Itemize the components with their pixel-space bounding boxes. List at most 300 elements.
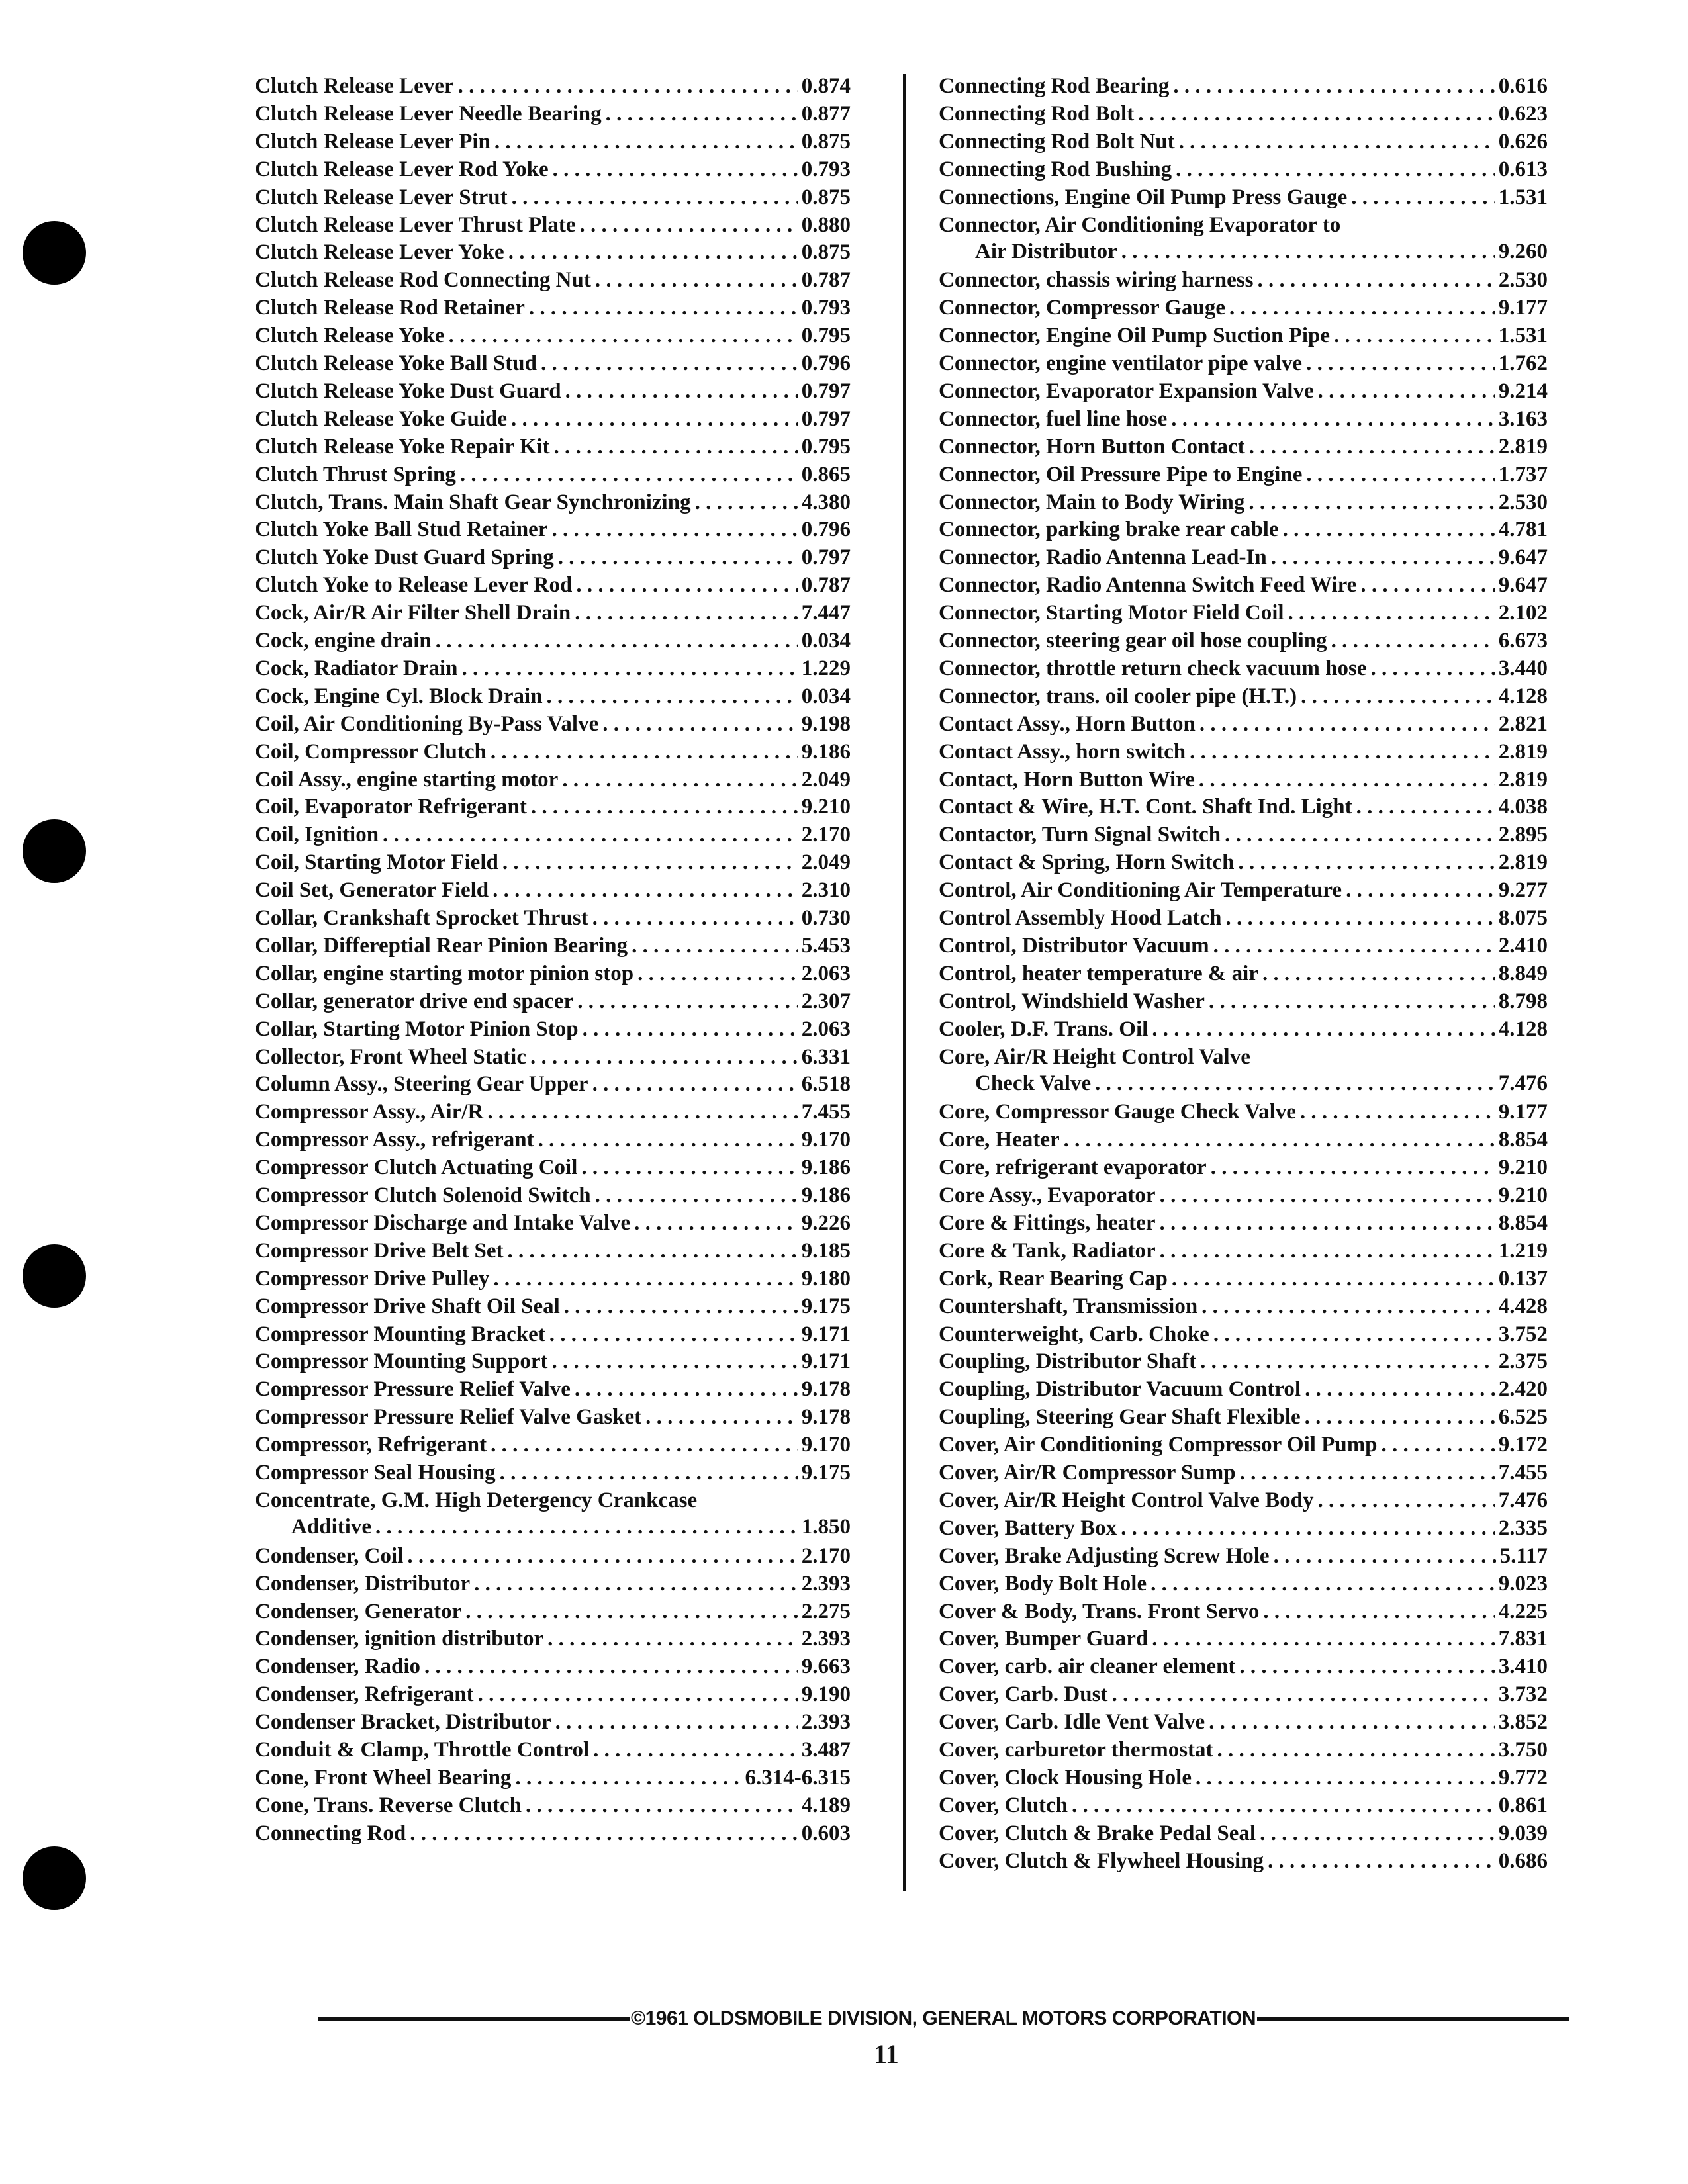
entry-name: Condenser, Refrigerant — [255, 1682, 474, 1707]
index-entry — [939, 1459, 1548, 1486]
entry-name: Condenser Bracket, Distributor — [255, 1710, 551, 1735]
binder-hole-2 — [23, 819, 86, 883]
entry-row — [939, 101, 1548, 127]
entry-name: Cover, Clutch — [939, 1793, 1068, 1817]
index-entry — [939, 1293, 1548, 1320]
entry-name: Core Assy., Evaporator — [939, 1183, 1156, 1207]
entry-reference-number: 2.375 — [1498, 1349, 1548, 1374]
entry-row — [255, 1044, 851, 1070]
entry-row — [939, 1681, 1548, 1707]
dot-leader — [515, 1764, 741, 1791]
entry-name: Core, Compressor Gauge Check Valve — [939, 1100, 1296, 1124]
entry-reference-number: 6.314-6.315 — [745, 1765, 851, 1790]
entry-row — [255, 1154, 851, 1181]
index-entry — [255, 1404, 851, 1430]
entry-name: Condenser, Generator — [255, 1599, 462, 1623]
entry-name: Connector, parking brake rear cable — [939, 518, 1279, 542]
dot-leader — [491, 1432, 798, 1458]
entry-name: Connector, fuel line hose — [939, 406, 1168, 431]
index-entry — [939, 655, 1548, 682]
entry-row — [255, 1514, 851, 1540]
index-entry — [939, 1543, 1548, 1569]
entry-row — [939, 1737, 1548, 1763]
entry-reference-number: 3.440 — [1498, 656, 1548, 680]
index-entry — [939, 489, 1548, 516]
index-entry — [939, 1376, 1548, 1402]
entry-name: Clutch Release Rod Connecting Nut — [255, 268, 591, 293]
entry-name: Control, Distributor Vacuum — [939, 933, 1209, 958]
dot-leader — [541, 350, 798, 377]
entry-row — [939, 1376, 1548, 1402]
entry-name: Coil, Compressor Clutch — [255, 739, 487, 764]
dot-leader — [1334, 322, 1495, 349]
dot-leader — [1382, 1432, 1495, 1458]
entry-name: Condenser, Distributor — [255, 1571, 471, 1596]
dot-leader — [581, 1154, 797, 1181]
index-entry — [255, 933, 851, 959]
entry-reference-number: 9.177 — [1498, 1100, 1548, 1124]
dot-leader — [637, 960, 798, 987]
entry-reference-number: 2.530 — [1498, 490, 1548, 514]
dot-leader — [564, 1293, 798, 1320]
entry-reference-number: 0.623 — [1498, 101, 1548, 126]
entry-name: Connector, Compressor Gauge — [939, 296, 1225, 320]
entry-reference-number: 9.647 — [1498, 545, 1548, 570]
index-entry — [255, 683, 851, 709]
entry-name: Concentrate, G.M. High Detergency Crankcase — [255, 1488, 698, 1512]
index-entry — [939, 1737, 1548, 1763]
entry-row — [255, 1376, 851, 1402]
entry-name: Clutch Thrust Spring — [255, 462, 456, 486]
entry-name: Collar, Crankshaft Sprocket Thrust — [255, 906, 588, 930]
entry-reference-number: 0.613 — [1498, 157, 1548, 181]
entry-name: Clutch Yoke Ball Stud Retainer — [255, 518, 548, 542]
entry-row — [255, 1016, 851, 1042]
index-entry — [255, 1737, 851, 1763]
index-entry — [939, 794, 1548, 820]
index-entry — [255, 239, 851, 265]
index-entry — [255, 905, 851, 931]
index-entry — [939, 960, 1548, 987]
entry-name: Cover, Carb. Dust — [939, 1682, 1108, 1707]
entry-row — [255, 683, 851, 709]
entry-row — [255, 1543, 851, 1569]
entry-name: Collector, Front Wheel Static — [255, 1044, 526, 1069]
entry-name: Clutch Release Lever Needle Bearing — [255, 101, 602, 126]
entry-reference-number: 8.798 — [1498, 989, 1548, 1013]
entry-reference-number: 9.170 — [801, 1433, 851, 1457]
dot-leader — [1217, 1737, 1495, 1763]
index-entry — [939, 849, 1548, 876]
dot-leader — [1225, 821, 1495, 848]
index-entry — [255, 794, 851, 820]
entry-reference-number: 2.410 — [1498, 933, 1548, 958]
entry-name: Coil, Evaporator Refrigerant — [255, 795, 527, 819]
index-entry — [255, 1570, 851, 1597]
entry-row — [939, 544, 1548, 570]
index-entry — [255, 849, 851, 876]
entry-reference-number: 0.034 — [801, 629, 851, 653]
entry-reference-number: 0.793 — [801, 296, 851, 320]
entry-reference-number: 0.797 — [801, 379, 851, 403]
entry-name: Coupling, Distributor Vacuum Control — [939, 1377, 1301, 1402]
entry-name: Clutch Yoke Dust Guard Spring — [255, 545, 554, 570]
entry-reference-number: 4.128 — [1498, 1017, 1548, 1041]
index-entry — [939, 1515, 1548, 1541]
entry-row — [939, 1099, 1548, 1125]
entry-name: Connecting Rod Bolt — [939, 101, 1135, 126]
index-entry — [255, 101, 851, 127]
entry-name: Clutch Release Yoke — [255, 324, 445, 348]
entry-row — [939, 1848, 1548, 1874]
entry-reference-number: 2.819 — [1498, 739, 1548, 764]
index-entry — [255, 1293, 851, 1320]
entry-reference-number: 9.186 — [801, 1183, 851, 1207]
entry-row — [939, 1653, 1548, 1680]
dot-leader — [1239, 1653, 1494, 1680]
index-entry — [939, 739, 1548, 765]
copyright-text: ©1961 OLDSMOBILE DIVISION, GENERAL MOTORS CORPORATION — [630, 2007, 1256, 2029]
index-entry — [939, 877, 1548, 903]
dot-leader — [487, 1099, 797, 1125]
index-entry — [255, 461, 851, 488]
dot-leader — [1248, 489, 1494, 516]
entry-name: Clutch Release Lever Strut — [255, 185, 508, 209]
entry-row — [939, 988, 1548, 1015]
entry-row — [255, 267, 851, 293]
dot-leader — [436, 627, 798, 654]
entry-name: Cooler, D.F. Trans. Oil — [939, 1017, 1149, 1041]
entry-name-continuation: Additive — [291, 1514, 372, 1539]
dot-leader — [511, 406, 798, 432]
entry-reference-number: 0.034 — [801, 684, 851, 708]
dot-leader — [583, 1016, 798, 1042]
entry-reference-number: 7.476 — [1498, 1488, 1548, 1512]
entry-name: Compressor Mounting Bracket — [255, 1322, 545, 1346]
index-entry — [255, 1348, 851, 1375]
entry-name: Clutch, Trans. Main Shaft Gear Synchronizing — [255, 490, 691, 514]
footer-rule-right — [1257, 2017, 1569, 2021]
entry-name: Collar, engine starting motor pinion stop — [255, 961, 634, 985]
dot-leader — [1121, 238, 1495, 265]
entry-row — [939, 267, 1548, 293]
index-entry — [939, 1432, 1548, 1458]
entry-reference-number: 9.190 — [801, 1682, 851, 1707]
index-entry — [939, 1321, 1548, 1347]
dot-leader — [634, 1210, 798, 1236]
entry-row — [255, 1071, 851, 1097]
entry-name: Connector, Air Conditioning Evaporator to — [939, 212, 1341, 237]
index-entry — [255, 821, 851, 848]
entry-reference-number: 4.038 — [1498, 795, 1548, 819]
entry-name: Cock, Radiator Drain — [255, 656, 458, 680]
entry-reference-number: 7.447 — [801, 601, 851, 625]
entry-reference-number: 9.175 — [801, 1461, 851, 1484]
index-entry — [255, 1459, 851, 1486]
binder-hole-4 — [23, 1846, 86, 1910]
footer — [318, 1999, 1569, 2038]
entry-row — [939, 849, 1548, 876]
entry-row — [939, 1154, 1548, 1181]
entry-row — [255, 1709, 851, 1735]
entry-row — [255, 627, 851, 654]
dot-leader — [478, 1681, 798, 1707]
dot-leader — [461, 655, 797, 682]
index-entry — [255, 73, 851, 99]
entry-row — [939, 1487, 1548, 1514]
entry-row — [939, 378, 1548, 404]
dot-leader — [491, 739, 798, 765]
entry-reference-number: 6.331 — [801, 1044, 851, 1069]
entry-name: Compressor Pressure Relief Valve — [255, 1377, 571, 1402]
entry-row — [255, 1598, 851, 1625]
entry-name: Compressor Clutch Actuating Coil — [255, 1156, 578, 1180]
entry-reference-number: 2.821 — [1498, 711, 1548, 736]
entry-row — [939, 1709, 1548, 1735]
entry-row — [255, 1792, 851, 1819]
entry-row — [939, 794, 1548, 820]
entry-name: Clutch Release Lever Rod Yoke — [255, 157, 549, 181]
dot-leader — [606, 101, 798, 127]
index-entry — [939, 184, 1548, 210]
entry-row — [255, 322, 851, 349]
index-entry — [939, 1238, 1548, 1264]
entry-name: Core, Heater — [939, 1128, 1060, 1152]
entry-name: Coil, Ignition — [255, 823, 379, 847]
index-entry — [255, 1099, 851, 1125]
dot-leader — [1095, 1070, 1495, 1097]
index-entry — [939, 683, 1548, 709]
entry-row — [939, 1016, 1548, 1042]
dot-leader — [529, 295, 798, 321]
dot-leader — [1371, 655, 1495, 682]
entry-reference-number: 5.453 — [801, 933, 851, 958]
index-entry — [939, 1764, 1548, 1791]
dot-leader — [500, 1459, 798, 1486]
dot-leader — [645, 1404, 798, 1430]
entry-row — [939, 655, 1548, 682]
entry-name: Compressor Clutch Solenoid Switch — [255, 1183, 591, 1207]
entry-reference-number: 3.163 — [1498, 406, 1548, 431]
index-entry — [939, 711, 1548, 737]
index-entry — [939, 350, 1548, 377]
dot-leader — [552, 1348, 798, 1375]
entry-name: Connector, throttle return check vacuum hose — [939, 656, 1367, 680]
entry-name: Cock, Engine Cyl. Block Drain — [255, 684, 543, 708]
binder-hole-3 — [23, 1244, 86, 1308]
entry-row — [939, 1764, 1548, 1791]
entry-reference-number: 2.335 — [1498, 1516, 1548, 1540]
index-entry — [255, 960, 851, 987]
index-entry — [939, 1625, 1548, 1652]
dot-leader — [1271, 544, 1495, 570]
entry-row — [939, 322, 1548, 349]
entry-reference-number: 9.260 — [1498, 239, 1548, 263]
index-entry — [255, 1376, 851, 1402]
dot-leader — [1160, 1238, 1495, 1264]
entry-name: Cover, Bumper Guard — [939, 1627, 1149, 1651]
entry-name: Compressor Drive Pulley — [255, 1266, 490, 1291]
entry-name: Compressor Discharge and Intake Valve — [255, 1210, 631, 1235]
dot-leader — [1238, 849, 1494, 876]
entry-reference-number: 9.171 — [801, 1322, 851, 1346]
dot-leader — [592, 905, 798, 931]
dot-leader — [575, 600, 797, 626]
index-entry — [255, 1653, 851, 1680]
index-entry — [255, 1182, 851, 1208]
index-entry — [939, 406, 1548, 432]
index-entry — [939, 1792, 1548, 1819]
entry-reference-number: 7.476 — [1498, 1071, 1548, 1095]
index-entry — [939, 73, 1548, 99]
index-entry — [255, 322, 851, 349]
entry-reference-number: 9.171 — [801, 1349, 851, 1374]
dot-leader — [530, 1044, 798, 1070]
index-entry — [255, 1210, 851, 1236]
entry-reference-number: 1.737 — [1498, 462, 1548, 486]
entry-row — [255, 1653, 851, 1680]
dot-leader — [424, 1653, 798, 1680]
entry-reference-number: 0.875 — [801, 240, 851, 265]
dot-leader — [602, 711, 797, 737]
entry-row — [939, 739, 1548, 765]
entry-reference-number: 8.854 — [1498, 1210, 1548, 1235]
entry-row — [939, 1625, 1548, 1652]
entry-name: Cover, Air Conditioning Compressor Oil Pump — [939, 1433, 1378, 1457]
index-entry — [255, 1016, 851, 1042]
entry-name: Connector, steering gear oil hose coupling — [939, 629, 1327, 653]
index-entry — [939, 1099, 1548, 1125]
index-entry — [939, 627, 1548, 654]
entry-reference-number: 2.063 — [801, 961, 851, 985]
entry-row — [255, 1432, 851, 1458]
entry-reference-number: 0.861 — [1498, 1793, 1548, 1817]
entry-row — [939, 1293, 1548, 1320]
index-entry — [255, 600, 851, 626]
entry-row — [939, 350, 1548, 377]
entry-name: Compressor Assy., Air/R — [255, 1100, 484, 1124]
entry-name: Compressor Assy., refrigerant — [255, 1128, 534, 1152]
entry-row — [255, 1820, 851, 1846]
dot-leader — [1179, 128, 1495, 155]
entry-reference-number: 9.663 — [801, 1655, 851, 1679]
entry-row — [939, 1404, 1548, 1430]
entry-reference-number: 0.875 — [801, 129, 851, 154]
entry-name: Connector, Radio Antenna Lead-In — [939, 545, 1267, 570]
entry-reference-number: 9.178 — [801, 1405, 851, 1430]
entry-name: Condenser, Radio — [255, 1655, 420, 1679]
entry-reference-number: 0.730 — [801, 906, 851, 930]
entry-row — [255, 350, 851, 377]
entry-name: Core, refrigerant evaporator — [939, 1156, 1207, 1180]
dot-leader — [1199, 711, 1495, 737]
dot-leader — [1072, 1792, 1495, 1819]
dot-leader — [1176, 156, 1495, 183]
dot-leader — [449, 322, 798, 349]
entry-name: Countershaft, Transmission — [939, 1294, 1198, 1318]
entry-name: Connecting Rod Bolt Nut — [939, 129, 1175, 154]
entry-name: Connector, Horn Button Contact — [939, 434, 1245, 459]
entry-name: Contact, Horn Button Wire — [939, 767, 1195, 792]
entry-row — [255, 128, 851, 155]
entry-reference-number: 7.455 — [801, 1100, 851, 1124]
dot-leader — [632, 933, 798, 959]
entry-name: Clutch Release Yoke Ball Stud — [255, 351, 537, 375]
entry-name: Contactor, Turn Signal Switch — [939, 823, 1221, 847]
dot-leader — [1306, 461, 1494, 488]
index-entry — [255, 1625, 851, 1652]
entry-row — [255, 1293, 851, 1320]
dot-leader — [538, 1126, 798, 1153]
dot-leader — [1262, 960, 1495, 987]
entry-name: Connections, Engine Oil Pump Press Gauge — [939, 185, 1348, 209]
dot-leader — [1196, 1764, 1495, 1791]
entry-reference-number: 1.219 — [1498, 1238, 1548, 1263]
dot-leader — [1305, 1404, 1495, 1430]
entry-reference-number: 2.393 — [801, 1571, 851, 1596]
dot-leader — [465, 1598, 798, 1625]
entry-name-continuation: Air Distributor — [975, 239, 1117, 263]
index-entry — [939, 1820, 1548, 1846]
entry-reference-number: 2.530 — [1498, 268, 1548, 293]
dot-leader — [526, 1792, 798, 1819]
entry-row — [255, 1625, 851, 1652]
dot-leader — [1150, 1570, 1495, 1597]
binder-hole-1 — [23, 221, 86, 285]
entry-reference-number: 9.175 — [801, 1294, 851, 1318]
entry-reference-number: 1.762 — [1498, 351, 1548, 375]
dot-leader — [575, 1376, 798, 1402]
index-entry — [939, 544, 1548, 570]
index-entry — [939, 988, 1548, 1015]
entry-name: Connecting Rod — [255, 1821, 406, 1845]
entry-reference-number: 6.525 — [1498, 1405, 1548, 1430]
dot-leader — [1211, 1154, 1495, 1181]
index-entry — [939, 156, 1548, 183]
entry-reference-number: 0.795 — [801, 434, 851, 459]
dot-leader — [1121, 1515, 1495, 1541]
entry-row — [939, 572, 1548, 598]
dot-leader — [507, 1238, 797, 1264]
entry-row — [255, 295, 851, 321]
page-number: 11 — [874, 2039, 899, 2069]
index-entry — [255, 1238, 851, 1264]
entry-name: Connector, Evaporator Expansion Valve — [939, 379, 1314, 403]
entry-name: Column Assy., Steering Gear Upper — [255, 1072, 588, 1097]
entry-row — [939, 711, 1548, 737]
entry-reference-number: 0.793 — [801, 157, 851, 181]
entry-reference-number: 9.198 — [801, 711, 851, 736]
dot-leader — [580, 212, 798, 238]
index-entry — [939, 1154, 1548, 1181]
entry-row — [255, 766, 851, 793]
dot-leader — [1356, 794, 1495, 820]
index-entry — [939, 1126, 1548, 1153]
entry-row — [939, 821, 1548, 848]
entry-reference-number: 9.772 — [1498, 1765, 1548, 1790]
entry-reference-number: 4.380 — [801, 490, 851, 514]
entry-reference-number: 2.393 — [801, 1627, 851, 1651]
entry-row — [255, 516, 851, 543]
entry-row — [255, 655, 851, 682]
entry-reference-number: 0.137 — [1498, 1266, 1548, 1291]
entry-row — [255, 1459, 851, 1486]
entry-reference-number: 0.880 — [801, 212, 851, 237]
entry-name: Cover & Body, Trans. Front Servo — [939, 1599, 1260, 1623]
entry-reference-number: 9.210 — [1498, 1183, 1548, 1207]
dot-leader — [474, 1570, 798, 1597]
entry-row — [939, 683, 1548, 709]
